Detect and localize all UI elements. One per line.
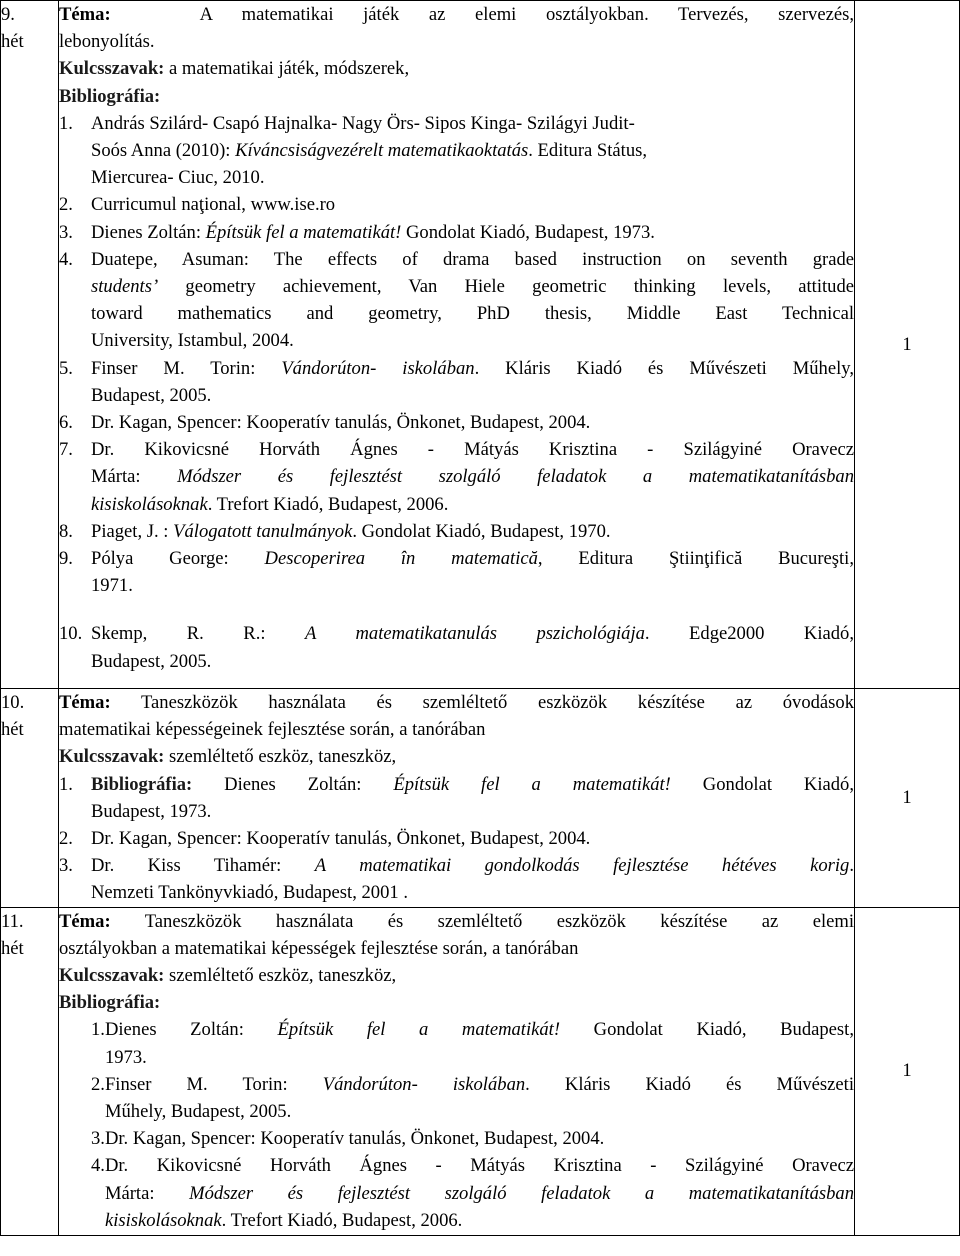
ref-author: Dr. Kiss Tihamér: bbox=[91, 855, 315, 877]
hours-cell: 1 bbox=[855, 1, 960, 689]
ref-author: Márta: bbox=[104, 1182, 190, 1204]
week-number: 10. bbox=[1, 692, 25, 713]
topic-text-cont: osztályokban a matematikai képességek fejlesztése során, a tanórában bbox=[59, 937, 579, 959]
ref-text bbox=[105, 1016, 854, 1070]
week-word: hét bbox=[1, 31, 24, 52]
ref-text bbox=[91, 620, 854, 674]
ref-line: Budapest, 2005. bbox=[91, 384, 212, 406]
reference-list bbox=[59, 110, 854, 675]
ref-line bbox=[91, 491, 854, 518]
ref-author: Skemp, R. R.: bbox=[91, 623, 305, 645]
ref-publisher: . Kláris Kiadó és Művészeti bbox=[525, 1073, 855, 1095]
ref-publisher: . Gondolat Kiadó, Budapest, 1970. bbox=[352, 520, 611, 542]
ref-title: kisiskolásoknak bbox=[91, 493, 208, 515]
ref-text bbox=[91, 355, 854, 409]
reference-item bbox=[59, 1016, 854, 1070]
ref-text bbox=[91, 436, 854, 518]
ref-line bbox=[105, 1016, 854, 1043]
ref-text bbox=[91, 545, 854, 599]
reference-item bbox=[59, 436, 854, 518]
ref-number: 3. bbox=[59, 221, 73, 243]
content-cell bbox=[59, 689, 855, 908]
ref-line: Műhely, Budapest, 2005. bbox=[104, 1101, 292, 1123]
ref-number: 1. bbox=[59, 773, 73, 795]
ref-number: 7. bbox=[59, 439, 73, 461]
ref-author: Dienes Zoltán: bbox=[192, 773, 394, 795]
ref-number: 2. bbox=[59, 828, 73, 850]
ref-text: Dr. Kagan, Spencer: Kooperatív tanulás, Önkonet, Budapest, 2004. bbox=[91, 828, 591, 850]
ref-publisher: . Editura Státus, bbox=[528, 140, 648, 162]
ref-text: Dr. Kagan, Spencer: Kooperatív tanulás, Önkonet, Budapest, 2004. bbox=[104, 1128, 605, 1150]
ref-line: Miercurea- Ciuc, 2010. bbox=[91, 167, 265, 189]
ref-number: 2. bbox=[59, 194, 73, 216]
ref-text bbox=[91, 110, 854, 192]
ref-title: Módszer és fejlesztést szolgáló feladatok a matematikatanításban bbox=[177, 466, 854, 488]
ref-title: Építsük fel a matematikát! bbox=[277, 1019, 561, 1041]
ref-author: Finser M. Torin: bbox=[91, 357, 282, 379]
ref-text bbox=[91, 219, 854, 246]
ref-title: Kíváncsiságvezérelt matematikaoktatás bbox=[235, 140, 529, 162]
ref-text-part: geometry achievement, Van Hiele geometric thinking levels, attitude bbox=[158, 276, 854, 298]
content-cell bbox=[59, 1, 855, 689]
ref-italic: students’ bbox=[91, 276, 159, 298]
ref-text bbox=[91, 771, 854, 825]
topic-line bbox=[59, 689, 854, 716]
reference-item bbox=[59, 545, 854, 599]
ref-line: Dr. Kikovicsné Horváth Ágnes - Mátyás Krisztina - Szilágyiné Oravecz bbox=[91, 439, 854, 461]
ref-line bbox=[91, 852, 854, 879]
ref-publisher: Gondolat Kiadó, bbox=[670, 773, 855, 795]
ref-publisher: . Trefort Kiadó, Budapest, 2006. bbox=[221, 1209, 463, 1231]
ref-line: 1973. bbox=[104, 1046, 147, 1068]
ref-title: Építsük fel a matematikát! bbox=[393, 773, 671, 795]
reference-item bbox=[59, 852, 854, 906]
ref-author: Finser M. Torin: bbox=[104, 1073, 323, 1095]
reference-list bbox=[59, 1016, 854, 1234]
ref-author: Piaget, J. : bbox=[91, 520, 174, 542]
ref-number: 4. bbox=[59, 248, 73, 270]
keywords-text: a matematikai játék, módszerek, bbox=[164, 58, 410, 80]
topic-text: Taneszközök használata és szemléltető eszközök készítése az óvodások bbox=[110, 692, 854, 713]
week-row-9 bbox=[1, 1, 960, 689]
ref-number: 1. bbox=[59, 112, 73, 134]
topic-label: Téma: bbox=[59, 692, 111, 713]
keywords-label: Kulcsszavak: bbox=[59, 746, 165, 768]
keywords-line bbox=[59, 962, 854, 989]
ref-line: University, Istambul, 2004. bbox=[91, 330, 294, 352]
ref-title: kisiskolásoknak bbox=[104, 1209, 222, 1231]
ref-line bbox=[91, 463, 854, 490]
reference-item bbox=[59, 1125, 854, 1152]
ref-number: 3. bbox=[59, 855, 73, 877]
ref-line: András Szilárd- Csapó Hajnalka- Nagy Örs- Sipos Kinga- Szilágyi Judit- bbox=[91, 112, 635, 134]
ref-line bbox=[91, 771, 854, 798]
ref-publisher: Gondolat Kiadó, Budapest, bbox=[560, 1019, 854, 1041]
reference-list bbox=[59, 771, 854, 907]
ref-title: Építsük fel a matematikát! bbox=[205, 221, 402, 243]
ref-text: Curricumul naţional, www.ise.ro bbox=[91, 194, 336, 216]
ref-line: Duatepe, Asuman: The effects of drama based instruction on seventh grade bbox=[91, 248, 854, 270]
ref-title: Válogatott tanulmányok bbox=[173, 520, 353, 542]
ref-line: Nemzeti Tankönyvkiadó, Budapest, 2001 . bbox=[91, 882, 408, 904]
ref-title: A matematikatanulás pszichológiája bbox=[304, 623, 645, 645]
ref-line bbox=[91, 620, 854, 647]
keywords-label: Kulcsszavak: bbox=[59, 965, 165, 987]
ref-line bbox=[91, 137, 854, 164]
week-number: 9. bbox=[1, 4, 15, 25]
ref-text bbox=[91, 518, 854, 545]
ref-publisher: Gondolat Kiadó, Budapest, 1973. bbox=[401, 221, 655, 243]
ref-title: A matematikai gondolkodás fejlesztése hétéves korig bbox=[314, 855, 850, 877]
ref-line bbox=[91, 355, 854, 382]
hours-cell: 1 bbox=[855, 907, 960, 1235]
ref-text bbox=[105, 1152, 854, 1234]
topic-label: Téma: bbox=[59, 910, 111, 932]
hours-cell: 1 bbox=[855, 689, 960, 908]
reference-item bbox=[59, 191, 854, 218]
reference-item bbox=[59, 1071, 854, 1125]
ref-number: 6. bbox=[59, 412, 73, 434]
reference-item bbox=[59, 825, 854, 852]
topic-line bbox=[59, 908, 854, 935]
ref-number: 8. bbox=[59, 520, 73, 542]
reference-item bbox=[59, 771, 854, 825]
keywords-line bbox=[59, 55, 854, 82]
ref-author: Dienes Zoltán: bbox=[104, 1019, 278, 1041]
topic-label: Téma: bbox=[59, 4, 111, 25]
week-cell bbox=[1, 907, 59, 1235]
reference-item bbox=[59, 518, 854, 545]
ref-number: 3. bbox=[91, 1128, 105, 1150]
keywords-text: szemléltető eszköz, taneszköz, bbox=[164, 746, 397, 768]
ref-text bbox=[105, 1071, 854, 1125]
ref-text bbox=[91, 852, 854, 906]
ref-line bbox=[91, 545, 854, 572]
ref-number: 9. bbox=[59, 548, 73, 570]
reference-item bbox=[59, 246, 854, 355]
reference-item bbox=[59, 1152, 854, 1234]
week-cell bbox=[1, 1, 59, 689]
topic-text: Taneszközök használata és szemléltető eszközök készítése az elemi bbox=[110, 910, 854, 932]
bibliography-label: Bibliográfia: bbox=[59, 85, 161, 107]
ref-author: Pólya George: bbox=[91, 548, 265, 570]
keywords-label: Kulcsszavak: bbox=[59, 58, 165, 80]
ref-line: Budapest, 2005. bbox=[91, 650, 212, 672]
ref-publisher: , Editura Ştiinţifică Bucureşti, bbox=[537, 548, 854, 570]
ref-line bbox=[91, 273, 854, 300]
reference-item bbox=[59, 355, 854, 409]
week-word: hét bbox=[1, 719, 24, 740]
reference-item bbox=[59, 620, 854, 674]
ref-text bbox=[91, 246, 854, 355]
ref-line bbox=[105, 1071, 854, 1098]
ref-number: 5. bbox=[59, 357, 73, 379]
topic-text: A matematikai játék az elemi osztályokban. Tervezés, szervezés, bbox=[199, 4, 855, 25]
reference-item bbox=[59, 219, 854, 246]
ref-number: 4. bbox=[91, 1155, 105, 1177]
ref-title: Vándorúton- iskolában bbox=[281, 357, 475, 379]
ref-text: Dr. Kagan, Spencer: Kooperatív tanulás, Önkonet, Budapest, 2004. bbox=[91, 412, 591, 434]
ref-line: toward mathematics and geometry, PhD thesis, Middle East Technical bbox=[91, 303, 854, 325]
bibliography-label: Bibliográfia: bbox=[91, 773, 193, 795]
week-cell bbox=[1, 689, 59, 908]
ref-title: Descoperirea în matematică bbox=[264, 548, 538, 570]
week-number: 11. bbox=[1, 910, 24, 932]
ref-line bbox=[105, 1207, 854, 1234]
ref-number: 1. bbox=[91, 1019, 105, 1041]
ref-publisher: . Edge2000 Kiadó, bbox=[644, 623, 854, 645]
ref-publisher: . Trefort Kiadó, Budapest, 2006. bbox=[207, 493, 449, 515]
topic-text-cont: lebonyolítás. bbox=[59, 31, 155, 53]
ref-line: 1971. bbox=[91, 575, 133, 597]
ref-title: Módszer és fejlesztést szolgáló feladatok a matematikatanításban bbox=[189, 1182, 854, 1204]
content-cell bbox=[59, 907, 855, 1235]
ref-title: Vándorúton- iskolában bbox=[322, 1073, 526, 1095]
ref-line bbox=[105, 1180, 854, 1207]
ref-number: 10. bbox=[59, 623, 83, 645]
reference-item bbox=[59, 409, 854, 436]
reference-item bbox=[59, 110, 854, 192]
week-row-11 bbox=[1, 907, 960, 1235]
ref-publisher: . bbox=[849, 855, 854, 877]
ref-line: Budapest, 1973. bbox=[91, 800, 212, 822]
week-word: hét bbox=[1, 937, 24, 959]
topic-line bbox=[59, 1, 854, 28]
ref-author: Dienes Zoltán: bbox=[91, 221, 206, 243]
ref-line: Dr. Kikovicsné Horváth Ágnes - Mátyás Krisztina - Szilágyiné Oravecz bbox=[104, 1155, 854, 1177]
keywords-text: szemléltető eszköz, taneszköz, bbox=[164, 965, 397, 987]
topic-text-cont: matematikai képességeinek fejlesztése során, a tanórában bbox=[59, 719, 486, 741]
ref-publisher: . Kláris Kiadó és Művészeti Műhely, bbox=[474, 357, 855, 379]
ref-number: 2. bbox=[91, 1073, 105, 1095]
week-row-10 bbox=[1, 689, 960, 908]
keywords-line bbox=[59, 743, 854, 770]
bibliography-label: Bibliográfia: bbox=[59, 992, 161, 1014]
ref-author: Soós Anna (2010): bbox=[91, 140, 236, 162]
ref-author: Márta: bbox=[91, 466, 178, 488]
